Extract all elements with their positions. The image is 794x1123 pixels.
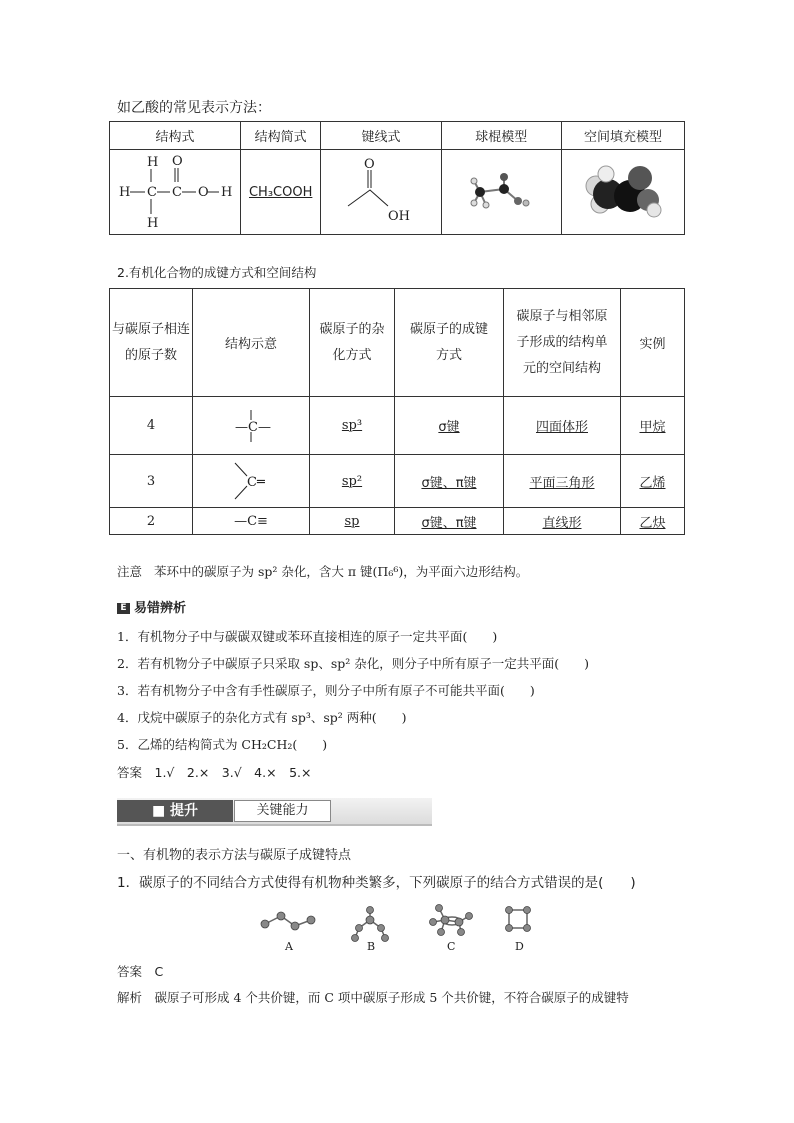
error-section-header	[117, 597, 186, 616]
col-space-filling: 空间填充模型	[561, 122, 684, 150]
skeletal-formula-diagram	[336, 156, 426, 228]
col-ball-stick: 球棍模型	[441, 122, 561, 150]
option-b-label: B	[367, 940, 376, 953]
t2-col-example: 实例	[621, 289, 685, 397]
atom-h-bottom: H	[146, 216, 159, 231]
skeletal-oh: OH	[387, 209, 410, 224]
answer-1: 答案 C	[117, 964, 164, 979]
option-a-label: A	[285, 940, 293, 953]
table-row	[110, 455, 685, 508]
error-answer: 答案 1.√ 2.× 3.√ 4.× 5.×	[117, 765, 312, 780]
row1-diagram	[193, 397, 310, 455]
atom-c2: C	[171, 185, 182, 200]
structural-formula-diagram	[111, 152, 239, 232]
ability-banner	[117, 798, 432, 826]
col-structural-formula: 结构式	[110, 122, 241, 150]
section2-title: 2.有机化合物的成键方式和空间结构	[117, 265, 317, 280]
table-row	[110, 508, 685, 535]
error-item-5: 5．乙烯的结构简式为 CH₂CH₂( )	[117, 737, 328, 752]
row2-shape: 平面三角形	[504, 455, 621, 508]
banner-left: ■ 提升	[117, 800, 233, 822]
intro-text: 如乙酸的常见表示方法：	[117, 100, 271, 116]
t2-col-diagram: 结构示意	[193, 289, 310, 397]
skeletal-formula-cell	[321, 150, 441, 235]
note-text: 苯环中的碳原子为 sp² 杂化，含大 π 键(Π₆⁶)，为平面六边形结构。	[154, 564, 529, 579]
col-condensed-formula: 结构简式	[240, 122, 320, 150]
sp2-diagram-label: C═	[247, 475, 265, 490]
row3-shape: 直线形	[504, 508, 621, 535]
part1-title: 一、有机物的表示方法与碳原子成键特点	[117, 848, 352, 863]
row2-bond: σ键、π键	[395, 455, 504, 508]
option-diagrams	[255, 898, 545, 954]
banner-right: 关键能力	[234, 800, 331, 822]
skeletal-o: O	[363, 157, 375, 172]
col-skeletal-formula: 键线式	[321, 122, 441, 150]
error-item-4: 4．戊烷中碳原子的杂化方式有 sp³、sp² 两种( )	[117, 710, 407, 725]
row1-bond: σ键	[395, 397, 504, 455]
error-section-title: 易错辨析	[134, 601, 187, 616]
ball-stick-model	[466, 167, 536, 217]
row2-hybrid: sp²	[310, 455, 395, 508]
space-filling-cell	[561, 150, 684, 235]
error-item-3: 3．若有机物分子中含有手性碳原子，则分子中所有原子不可能共平面( )	[117, 683, 535, 698]
structural-formula-cell	[110, 150, 241, 235]
t2-col-hybrid: 碳原子的杂化方式	[310, 289, 395, 397]
question-1: 1．碳原子的不同结合方式使得有机物种类繁多，下列碳原子的结合方式错误的是( )	[117, 875, 636, 891]
option-d-label: D	[515, 940, 524, 953]
note-label: 注意	[117, 564, 143, 579]
error-item-2: 2．若有机物分子中碳原子只采取 sp、sp² 杂化，则分子中所有原子一定共平面( )	[117, 656, 589, 671]
row3-example: 乙炔	[621, 508, 685, 535]
row2-diagram	[193, 455, 310, 508]
atom-o-right: O	[197, 185, 209, 200]
acetic-acid-table	[109, 121, 685, 235]
sp3-carbon-diagram	[221, 404, 281, 448]
atom-h-right: H	[220, 185, 233, 200]
options-row	[255, 898, 545, 954]
sp2-carbon-diagram	[221, 457, 281, 505]
atom-o-top: O	[171, 154, 183, 169]
t2-col-count: 与碳原子相连的原子数	[110, 289, 193, 397]
bonding-table	[109, 288, 685, 535]
error-item-1: 1．有机物分子中与碳碳双键或苯环直接相连的原子一定共平面( )	[117, 629, 498, 644]
row3-diagram: —C≡	[193, 508, 310, 535]
row2-example: 乙烯	[621, 455, 685, 508]
row3-count: 2	[110, 508, 193, 535]
row1-count: 4	[110, 397, 193, 455]
atom-h-top: H	[146, 155, 159, 170]
option-c-label: C	[447, 940, 456, 953]
row1-hybrid: sp³	[310, 397, 395, 455]
t2-col-bond: 碳原子的成键方式	[395, 289, 504, 397]
row3-bond: σ键、π键	[395, 508, 504, 535]
space-filling-model	[578, 160, 668, 224]
error-section-icon: E	[117, 603, 130, 614]
atom-c1: C	[146, 185, 157, 200]
note	[117, 562, 528, 580]
row2-count: 3	[110, 455, 193, 508]
ball-stick-cell	[441, 150, 561, 235]
row3-hybrid: sp	[310, 508, 395, 535]
t2-col-shape: 碳原子与相邻原子形成的结构单元的空间结构	[504, 289, 621, 397]
sp3-diagram-label: —C—	[235, 419, 271, 435]
condensed-formula-cell: CH₃COOH	[240, 150, 320, 235]
row1-shape: 四面体形	[504, 397, 621, 455]
atom-h-left: H	[118, 185, 131, 200]
row1-example: 甲烷	[621, 397, 685, 455]
analysis-1: 解析 碳原子可形成 4 个共价键，而 C 项中碳原子形成 5 个共价键，不符合碳原子的成键特	[117, 990, 629, 1005]
table-row	[110, 397, 685, 455]
